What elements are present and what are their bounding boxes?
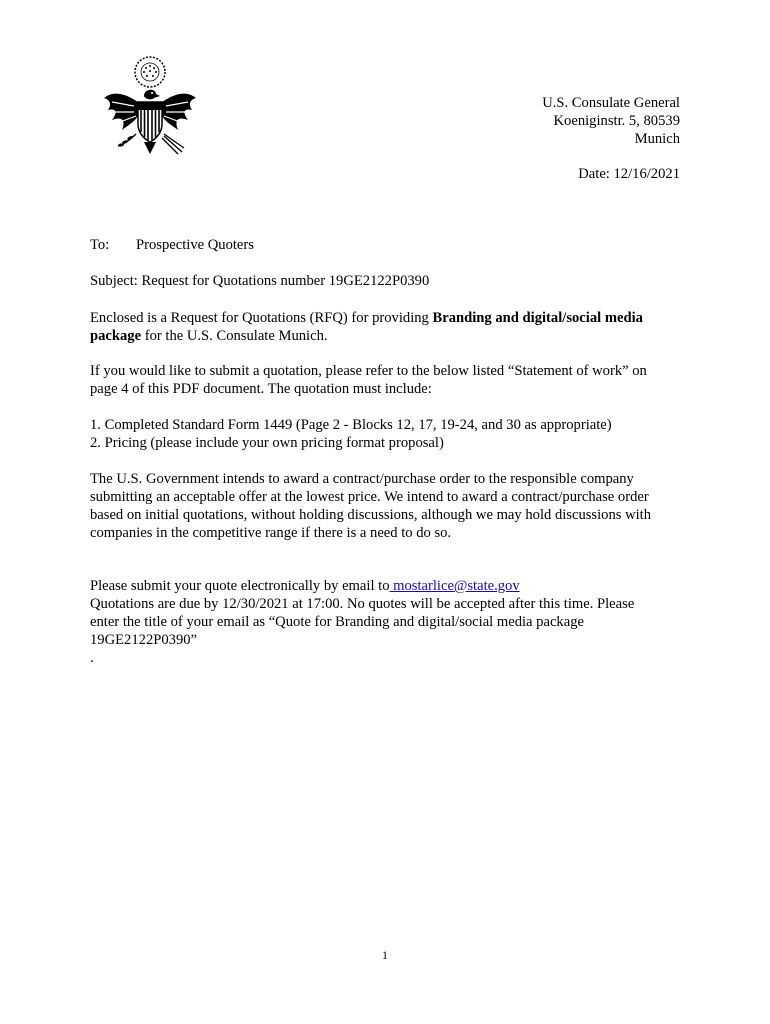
due-line-1: Quotations are due by 12/30/2021 at 17:00. No quotes will be accepted after this time. Please [90,596,635,612]
refer-line-2: page 4 of this PDF document. The quotation must include: [90,381,432,397]
submit-text: Please submit your quote electronically by email to [90,578,390,594]
list-item: 2. Pricing (please include your own pricing format proposal) [90,435,444,451]
address-line-2: Koeniginstr. 5, 80539 [553,113,680,129]
submit-line [90,577,690,595]
refer-paragraph [90,362,690,398]
intent-line-2: submitting an acceptable offer at the lowest price. We intend to award a contract/purchase order [90,489,649,505]
address-line-3: Munich [634,131,680,147]
enclosed-text-start: Enclosed is a Request for Quotations (RFQ) for providing [90,310,433,326]
email-link[interactable]: mostarlice@state.gov [389,578,520,594]
trailing-dot: . [90,650,94,666]
to-line [90,236,690,254]
to-label: To: [90,237,110,253]
refer-line-1: If you would like to submit a quotation, please refer to the below listed “Statement of work” on [90,363,647,379]
to-recipient: Prospective Quoters [136,237,254,253]
intent-paragraph [90,470,690,542]
due-line-2: enter the title of your email as “Quote for Branding and digital/social media package [90,614,584,630]
us-great-seal-icon [100,50,200,158]
intent-line-1: The U.S. Government intends to award a contract/purchase order to the responsible company [90,471,634,487]
due-line-3: 19GE2122P0390” [90,632,198,648]
address-line-1: U.S. Consulate General [542,95,680,111]
enclosed-paragraph [90,309,690,345]
rfq-title: Branding and digital/social media package [90,310,643,344]
letter-date: Date: 12/16/2021 [578,166,680,182]
consulate-address [542,94,680,148]
subject-line: Subject: Request for Quotations number 19GE2122P0390 [90,273,430,289]
submission-paragraph [90,577,690,667]
enclosed-text-end: for the U.S. Consulate Munich. [141,328,328,344]
list-item: 1. Completed Standard Form 1449 (Page 2 - Blocks 12, 17, 19-24, and 30 as appropriate) [90,417,612,433]
requirements-list [90,416,690,452]
intent-line-4: companies in the competitive range if there is a need to do so. [90,525,452,541]
intent-line-3: based on initial quotations, without holding discussions, although we may hold discussions with [90,507,652,523]
page-number: 1 [382,948,388,962]
